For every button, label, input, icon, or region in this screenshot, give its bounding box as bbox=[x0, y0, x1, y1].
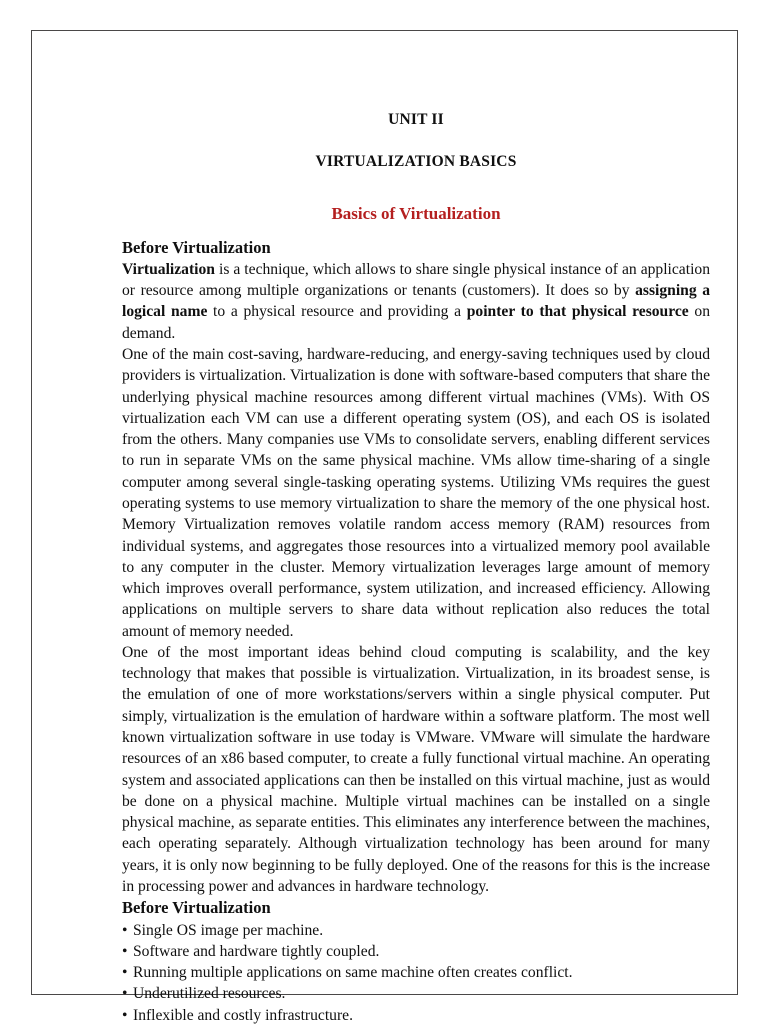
paragraph-cost-saving-techniques: One of the main cost-saving, hardware-reducing, and energy-saving techniques used by cloud providers is virtualization. Virtualization is done with software-based computers that share the underlying physical machine resources among different virtual machines (VMs). With OS virtualization each VM can use a different operating system (OS), and each OS is isolated from the others. Many companies use VMs to consolidate servers, enabling different services to run in separate VMs on the same physical machine. VMs allow time-sharing of a single computer among several single-tasking operating systems. Utilizing VMs requires the guest operating systems to use memory virtualization to share the memory of the one physical host. Memory Virtualization removes volatile random access memory (RAM) resources from individual systems, and aggregates those resources into a virtualized memory pool available to any computer in the cluster. Memory virtualization leverages large amount of memory which improves overall performance, system utilization, and increased efficiency. Allowing applications on multiple servers to share data without replication also reduces the total amount of memory needed. bbox=[122, 345, 710, 640]
page-border-frame bbox=[31, 30, 738, 1024]
list-item-label: Single OS image per machine. bbox=[133, 921, 324, 939]
bold-run-assigning-logical-name: assigning a logical name bbox=[122, 282, 711, 321]
list-item-label: Underutilized resources. bbox=[133, 985, 286, 1003]
paragraph-scalability-vmware: One of the most important ideas behind cloud computing is scalability, and the key technology that makes that possible is virtualization. Virtualization, in its broadest sense, is the emulation of one of more workstations/servers within a single physical computer. Put simply, virtualization is the emulation of hardware within a software platform. The most well known virtualization software in use today is VMware. VMware will simulate the hardware resources of an x86 based computer, to create a fully functional virtual machine. An operating system and associated applications can then be installed on this virtual machine, just as would be done on a physical machine. Multiple virtual machines can be installed on a single physical machine, as separate entities. This eliminates any interference between the machines, each operating separately. Although virtualization technology has been around for many years, it is only now beginning to be fully deployed. One of the reasons for this is the increase in processing power and advances in hardware technology. bbox=[122, 643, 710, 895]
subject-heading: VIRTUALIZATION BASICS bbox=[315, 152, 517, 170]
bullet-icon: • bbox=[122, 1006, 128, 1024]
bullet-icon: • bbox=[122, 985, 128, 1003]
list-item-label: Software and hardware tightly coupled. bbox=[133, 942, 380, 960]
bold-run-pointer-physical-resource: pointer to that physical resource bbox=[466, 303, 689, 321]
before-virtualization-bullet-list bbox=[122, 920, 710, 1026]
paragraph-definition bbox=[122, 259, 710, 344]
bold-run-virtualization: Virtualization bbox=[122, 260, 215, 278]
list-item bbox=[122, 920, 710, 941]
list-item bbox=[122, 962, 710, 983]
section-heading-before-virtualization-top: Before Virtualization bbox=[122, 237, 271, 257]
unit-heading: UNIT II bbox=[388, 111, 444, 128]
paragraph-definition-text-1: is a technique, which allows to share single physical instance of an application or resource among multiple organizations or tenants (customers). It does so by bbox=[122, 260, 710, 300]
list-item bbox=[122, 983, 710, 1004]
section-heading-before-virtualization-bottom: Before Virtualization bbox=[122, 898, 271, 918]
bullet-icon: • bbox=[122, 964, 128, 982]
list-item bbox=[122, 941, 710, 962]
list-item-label: Inflexible and costly infrastructure. bbox=[133, 1006, 353, 1024]
paragraph-definition-text-3: on demand. bbox=[122, 303, 710, 342]
topic-heading: Basics of Virtualization bbox=[331, 204, 501, 224]
list-item-label: Running multiple applications on same machine often creates conflict. bbox=[133, 964, 573, 982]
list-item bbox=[122, 1005, 710, 1026]
bullet-icon: • bbox=[122, 942, 128, 960]
paragraph-definition-text-2: to a physical resource and providing a bbox=[207, 303, 467, 321]
document-content bbox=[122, 111, 710, 1026]
bullet-icon: • bbox=[122, 921, 128, 939]
